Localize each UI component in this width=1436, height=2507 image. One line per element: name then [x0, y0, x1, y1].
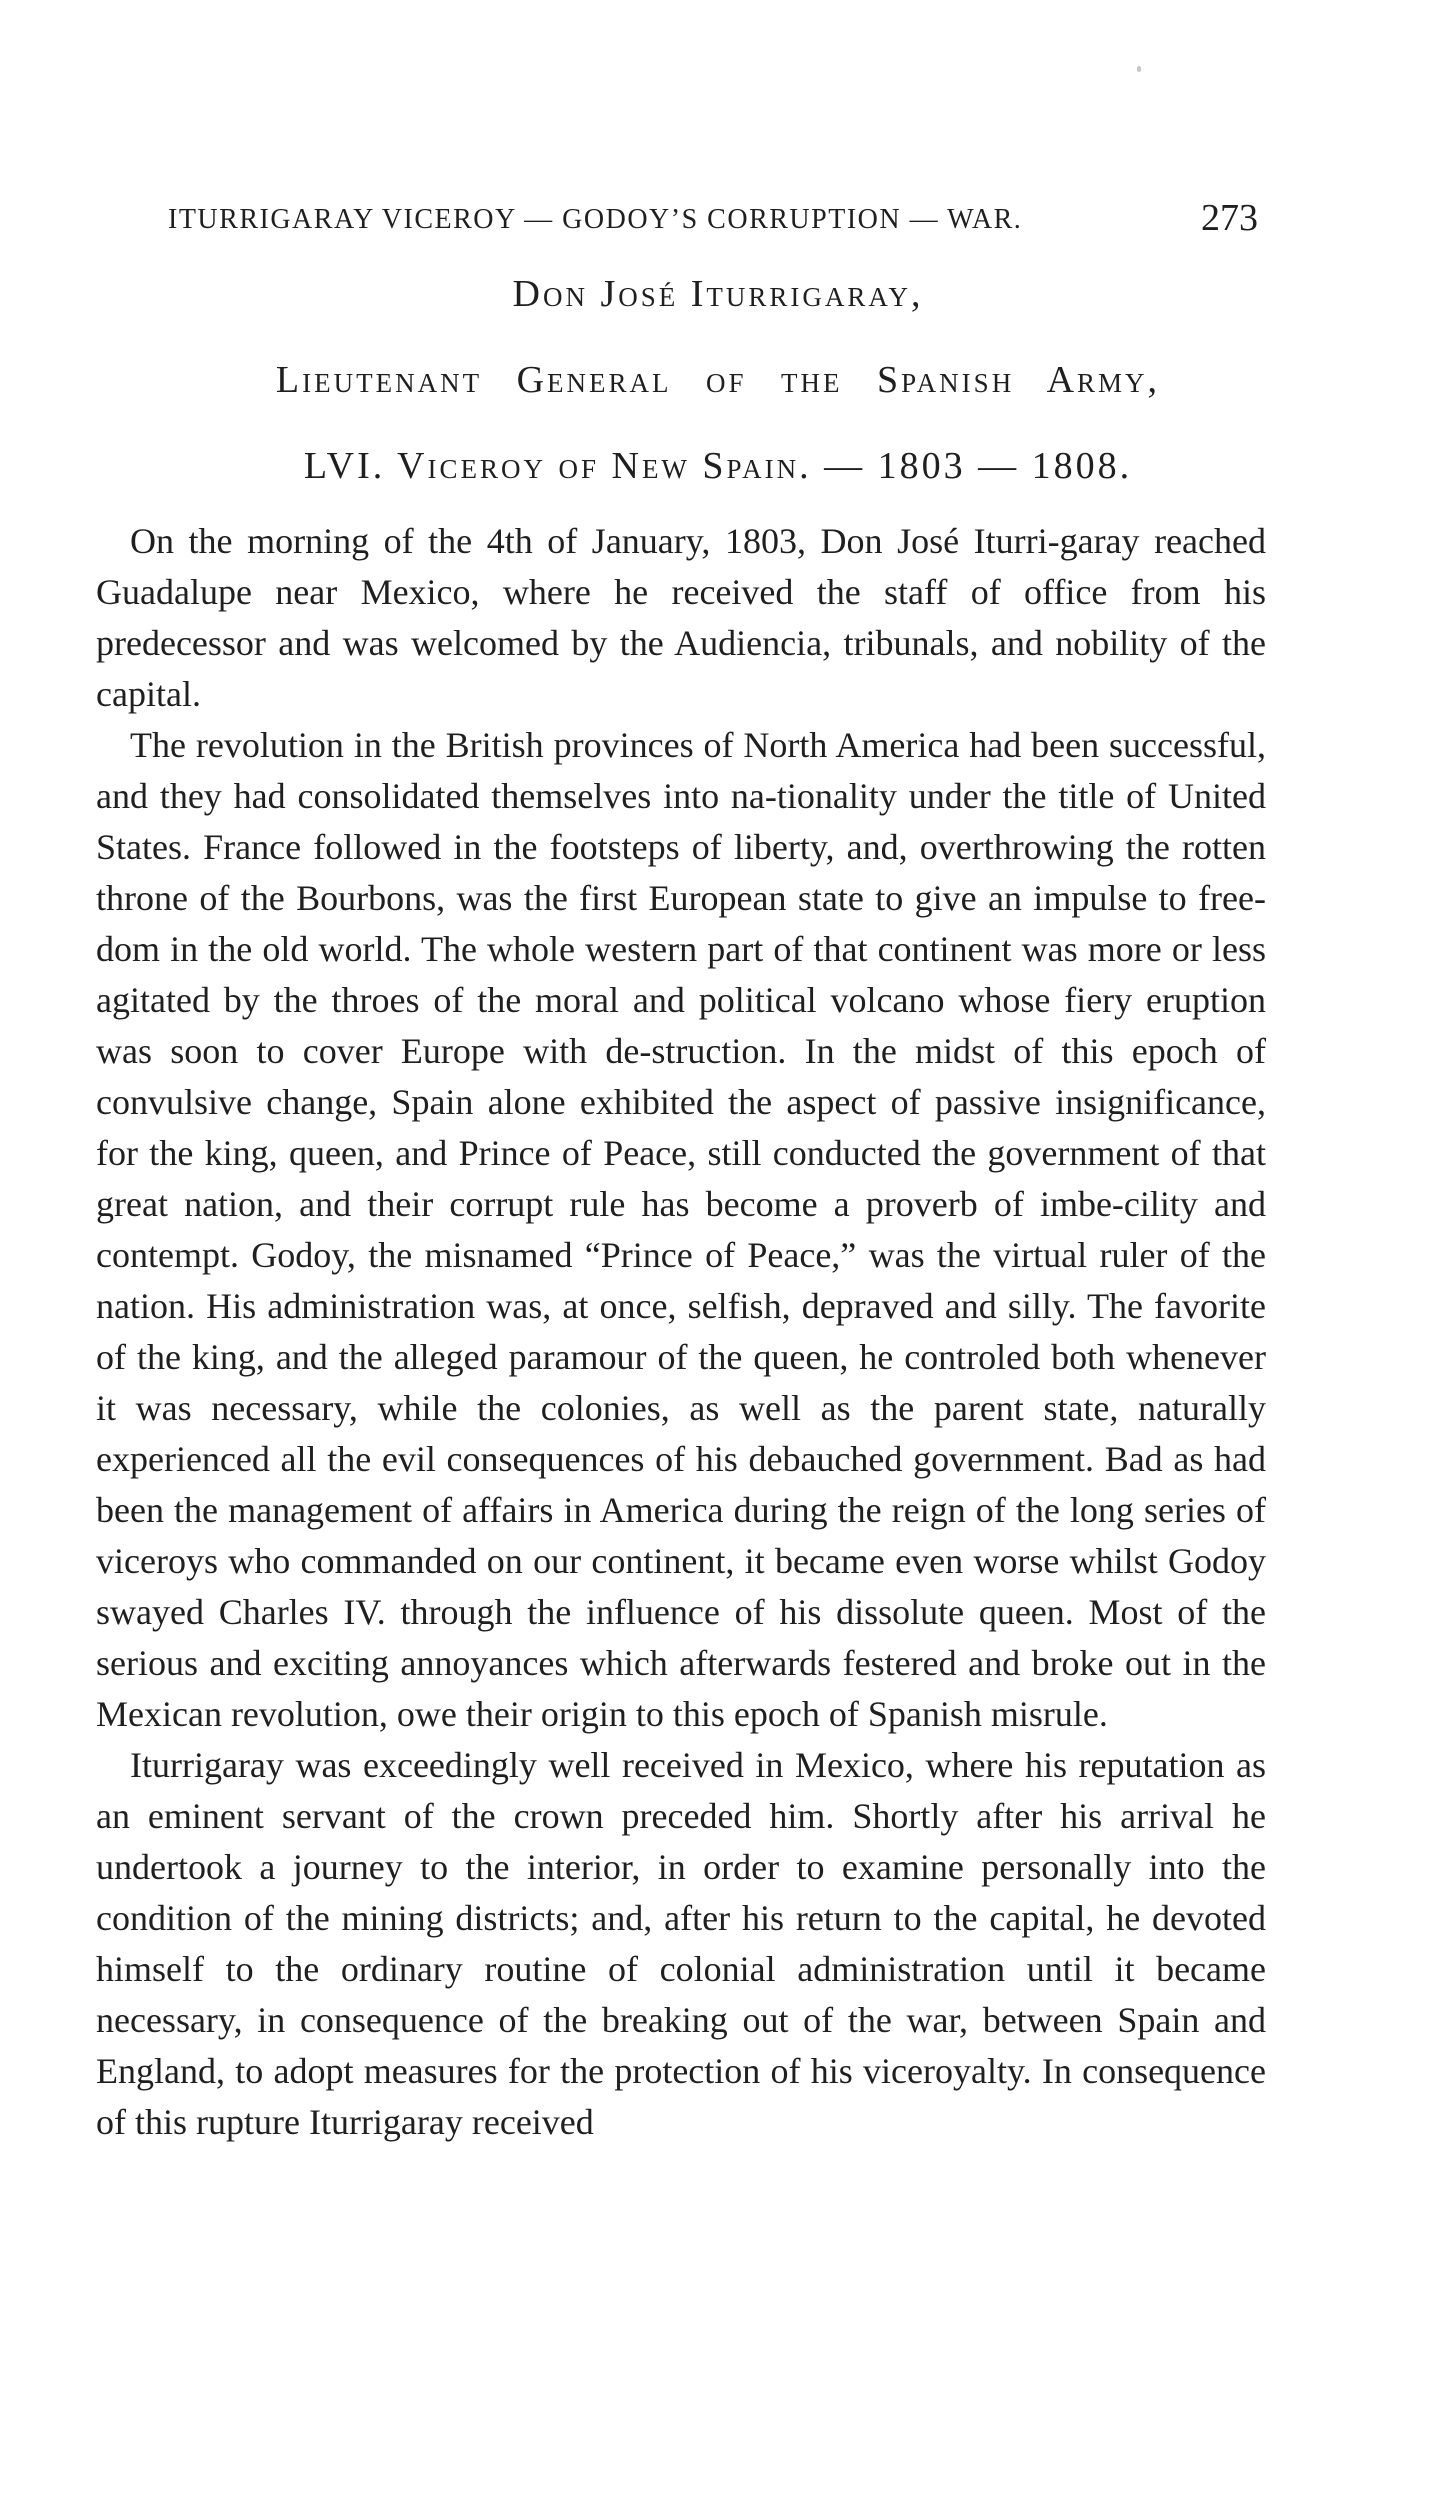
- page-number: 273: [1201, 197, 1258, 239]
- paragraph-arrival: On the morning of the 4th of January, 1803, Don José Iturri-garay reached Guadalupe near Mexico, where he received the staff of office from his predecessor and was welcomed by the Audiencia, tribunals, and nobility of the capital.: [96, 521, 1266, 714]
- paragraph-reception: Iturrigaray was exceedingly well received in Mexico, where his reputation as an eminent servant of the crown preceded him. Shortly after his arrival he undertook a journey to the interior, in order to examine personally into the condition of the mining districts; and, after his return to the capital, he devoted himself to the ordinary routine of colonial administration until it became necessary, in consequence of the breaking out of the war, between Spain and England, to adopt measures for the protection of his viceroyalty. In consequence of this rupture Iturrigaray received: [96, 1745, 1266, 2142]
- running-head-title: ITURRIGARAY VICEROY — GODOY’S CORRUPTION — WAR.: [168, 204, 1023, 235]
- heading-office-dates: LVI. Viceroy of New Spain. — 1803 — 1808.: [303, 445, 1133, 487]
- paragraph-context: The revolution in the British provinces of North America had been successful, and they had consolidated themselves into na-tionality under the title of United States. France followed in the footsteps of liberty, and, overthrowing the rotten throne of the Bourbons, was the first European state to give an impulse to free-dom in the old world. The whole western part of that continent was more or less agitated by the throes of the moral and political volcano whose fiery eruption was soon to cover Europe with de-struction. In the midst of this epoch of convulsive change, Spain alone exhibited the aspect of passive insignificance, for the king, queen, and Prince of Peace, still conducted the government of that great nation, and their corrupt rule has become a proverb of imbe-cility and contempt. Godoy, the misnamed “Prince of Peace,” was the virtual ruler of the nation. His administration was, at once, selfish, depraved and silly. The favorite of the king, and the alleged paramour of the queen, he controled both whenever it was necessary, while the colonies, as well as the parent state, naturally experienced all the evil consequences of his debauched government. Bad as had been the management of affairs in America during the reign of the long series of viceroys who commanded on our continent, it became even worse whilst Godoy swayed Charles IV. through the influence of his dissolute queen. Most of the serious and exciting annoyances which afterwards festered and broke out in the Mexican revolution, owe their origin to this epoch of Spanish misrule.: [96, 725, 1266, 1734]
- running-head: [168, 196, 1258, 244]
- paper-speck: [1137, 66, 1141, 72]
- heading-rank: Lieutenant General of the Spanish Army,: [275, 359, 1161, 401]
- body-text: [96, 516, 1266, 2148]
- heading-viceroy-name: Don José Iturrigaray,: [512, 273, 924, 315]
